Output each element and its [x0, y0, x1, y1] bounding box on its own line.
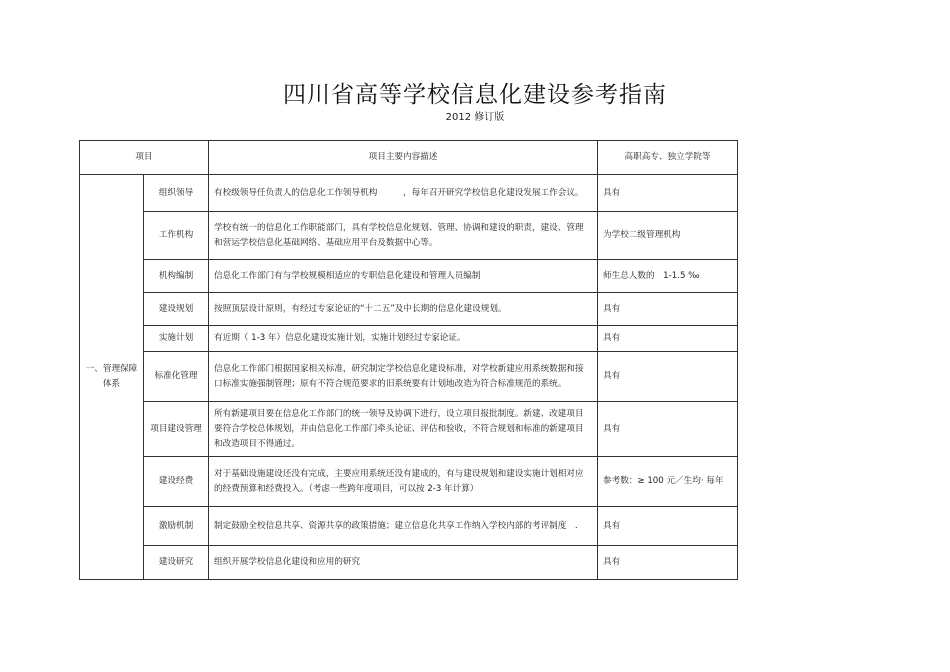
requirement-cell: 为学校二级管理机构 [598, 212, 738, 260]
table-row [80, 212, 738, 260]
item-cell: 激励机制 [144, 507, 209, 546]
requirement-cell: 具有 [598, 293, 738, 326]
requirement-cell: 参考数：≥ 100 元／生均· 每年 [598, 457, 738, 507]
table-header-row [80, 141, 738, 175]
requirement-cell: 具有 [598, 175, 738, 212]
document-subtitle: 2012 修订版 [445, 112, 505, 123]
table-row [80, 260, 738, 293]
item-cell: 实施计划 [144, 326, 209, 352]
requirement-cell: 具有 [598, 546, 738, 580]
description-cell: 信息化工作部门根据国家相关标准，研究制定学校信息化建设标准，对学校新建应用系统数据和接口标准实施强制管理；原有不符合规范要求的旧系统要有计划地改造为符合标准规范的系统。 [209, 352, 598, 402]
description-cell: 学校有统一的信息化工作职能部门，具有学校信息化规划、管理、协调和建设的职责，建设、管理和营运学校信息化基础网络、基础应用平台及数据中心等。 [209, 212, 598, 260]
table-row [80, 175, 738, 212]
table-row [80, 402, 738, 457]
description-cell: 制定鼓励全校信息共享、资源共享的政策措施；建立信息化共享工作纳入学校内部的考评制度 ． [209, 507, 598, 546]
table-row [80, 507, 738, 546]
item-cell: 建设规划 [144, 293, 209, 326]
description-cell: 所有新建项目要在信息化工作部门的统一领导及协调下进行，设立项目报批制度。新建、改建项目要符合学校总体规划，并由信息化工作部门牵头论证、评估和验收，不符合规划和标准的新建项目和改造项目不得通过。 [209, 402, 598, 457]
description-cell: 对于基础设施建设还没有完成，主要应用系统还没有建成的，有与建设规划和建设实施计划相对应的经费预算和经费投入。（考虑一些跨年度项目，可以按 2-3 年计算） [209, 457, 598, 507]
table-row [80, 546, 738, 580]
item-cell: 建设研究 [144, 546, 209, 580]
guideline-table [79, 140, 738, 580]
description-cell: 有校级领导任负责人的信息化工作领导机构 ，每年召开研究学校信息化建设发展工作会议。 [209, 175, 598, 212]
table-row [80, 352, 738, 402]
header-item: 项目 [80, 141, 209, 175]
description-cell: 信息化工作部门有与学校规模相适应的专职信息化建设和管理人员编制 [209, 260, 598, 293]
description-cell: 按照顶层设计原则，有经过专家论证的“十二五”及中长期的信息化建设规划。 [209, 293, 598, 326]
requirement-cell: 师生总人数的 1-1.5 ‰ [598, 260, 738, 293]
requirement-cell: 具有 [598, 402, 738, 457]
item-cell: 组织领导 [144, 175, 209, 212]
header-requirement: 高职高专、独立学院等 [598, 141, 738, 175]
item-cell: 工作机构 [144, 212, 209, 260]
description-cell: 组织开展学校信息化建设和应用的研究 [209, 546, 598, 580]
item-cell: 建设经费 [144, 457, 209, 507]
document-title: 四川省高等学校信息化建设参考指南 [283, 82, 667, 108]
category-cell: 一、管理保障体系 [80, 175, 144, 580]
description-cell: 有近期（ 1-3 年）信息化建设实施计划，实施计划经过专家论证。 [209, 326, 598, 352]
item-cell: 标准化管理 [144, 352, 209, 402]
table-row [80, 293, 738, 326]
table-row [80, 457, 738, 507]
item-cell: 机构编制 [144, 260, 209, 293]
requirement-cell: 具有 [598, 507, 738, 546]
table-row [80, 326, 738, 352]
requirement-cell: 具有 [598, 326, 738, 352]
item-cell: 项目建设管理 [144, 402, 209, 457]
requirement-cell: 具有 [598, 352, 738, 402]
header-description: 项目主要内容描述 [209, 141, 598, 175]
